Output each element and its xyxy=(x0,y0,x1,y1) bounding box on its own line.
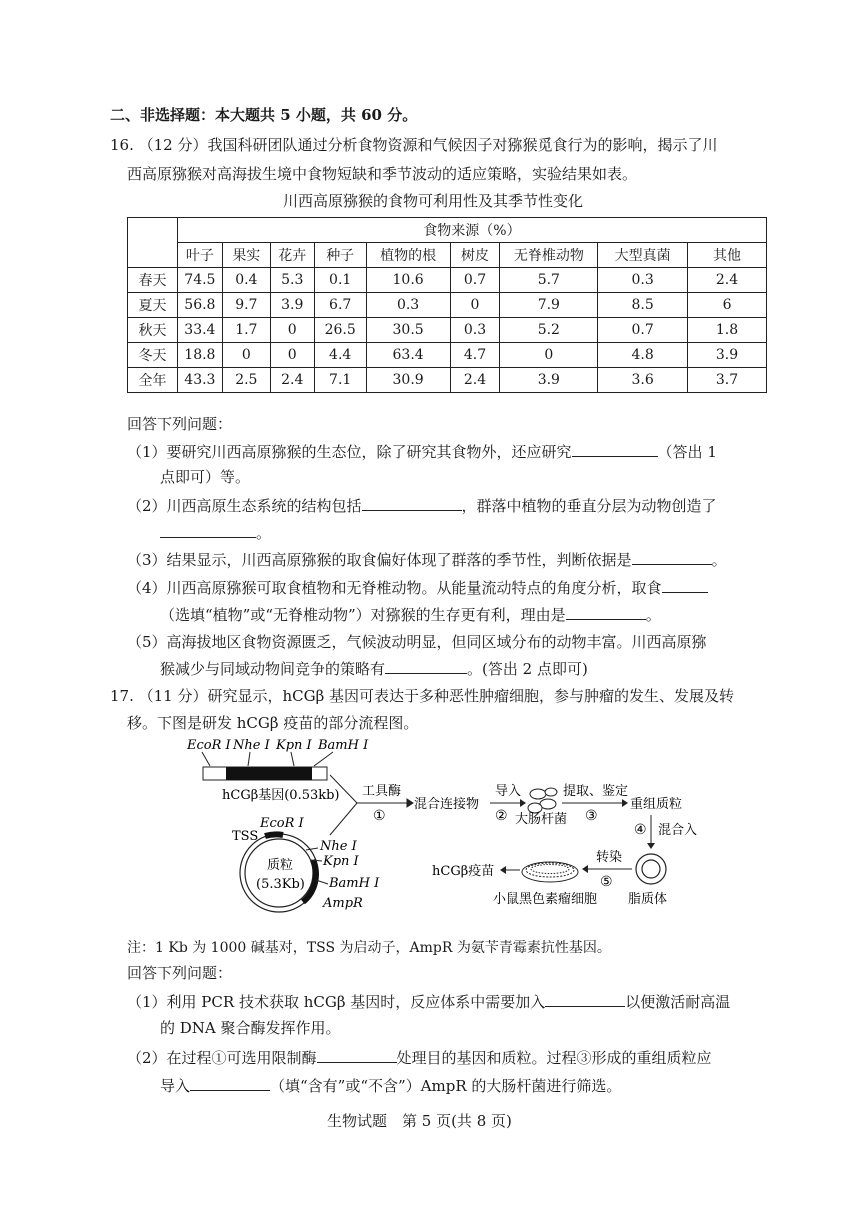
table-cell: 0 xyxy=(270,343,314,368)
liposome-label: 脂质体 xyxy=(628,892,668,907)
table-cell: 0 xyxy=(500,343,598,368)
table-cell: 8.5 xyxy=(598,293,688,318)
answer-blank[interactable] xyxy=(545,990,625,1007)
step5-label: ⑤ xyxy=(600,874,613,890)
step4-label: ④ xyxy=(634,822,647,838)
row-label: 全年 xyxy=(128,368,178,393)
q16-part5-text: 猴减少与同域动物间竞争的策略有 xyxy=(160,660,386,678)
q16-part2-text-end: 。 xyxy=(256,524,272,542)
table-cell: 2.5 xyxy=(222,368,270,393)
answer-blank[interactable] xyxy=(190,1074,270,1091)
column-header: 种子 xyxy=(314,243,366,268)
kpni-label: Kpn Ⅰ xyxy=(276,738,312,753)
ecoli-icon xyxy=(528,788,557,813)
nhei-label: Nhe Ⅰ xyxy=(233,738,270,753)
q17-part1-text: （1）利用 PCR 技术获取 hCGβ 基因时，反应体系中需要加入 xyxy=(127,993,546,1011)
row-label: 秋天 xyxy=(128,318,178,343)
table-cell: 33.4 xyxy=(177,318,222,343)
step2-label: ② xyxy=(495,808,508,824)
plasmid-size-label: (5.3Kb) xyxy=(256,877,305,892)
column-header: 树皮 xyxy=(450,243,500,268)
q16-intro-line1: 16. （12 分）我国科研团队通过分析食物资源和气候因子对猕猴觅食行为的影响，揭示了川 xyxy=(110,136,718,154)
step3-label: ③ xyxy=(585,808,598,824)
extract-label: 提取、鉴定 xyxy=(563,784,629,799)
q17-part1-line1 xyxy=(127,990,730,1013)
table-cell: 74.5 xyxy=(177,268,222,293)
recombinant-label: 重组质粒 xyxy=(630,797,683,812)
cut-site-arrows xyxy=(202,752,333,766)
gene-label: hCGβ基因(0.53kb) xyxy=(222,788,340,803)
table-cell: 0 xyxy=(450,293,500,318)
column-header: 果实 xyxy=(222,243,270,268)
bamhi-label: BamH Ⅰ xyxy=(318,738,369,753)
q17-intro-line1: 17. （11 分）研究显示，hCGβ 基因可表达于多种恶性肿瘤细胞，参与肿瘤的发生、发展及转 xyxy=(110,687,735,705)
row-label: 夏天 xyxy=(128,293,178,318)
column-header: 叶子 xyxy=(177,243,222,268)
q16-intro-line2: 西高原猕猴对高海拔生境中食物短缺和季节波动的适应策略，实验结果如表。 xyxy=(127,165,638,183)
table-cell: 3.9 xyxy=(688,343,767,368)
table-cell: 0.3 xyxy=(598,268,688,293)
table-cell: 56.8 xyxy=(177,293,222,318)
tool-enzyme-label: 工具酶 xyxy=(362,784,402,799)
q17-part2-text-end: （填“含有”或“不含”）AmpR 的大肠杆菌进行筛选。 xyxy=(270,1077,622,1095)
mixture-label: 混合连接物 xyxy=(414,797,480,812)
q17-part2-line2 xyxy=(160,1074,621,1097)
column-header: 花卉 xyxy=(270,243,314,268)
table-cell: 0 xyxy=(270,318,314,343)
table-cell: 7.9 xyxy=(500,293,598,318)
q16-answer-prompt: 回答下列问题： xyxy=(127,415,233,433)
plasmid-ampr-label: AmpR xyxy=(323,896,363,911)
table-cell: 5.2 xyxy=(500,318,598,343)
plasmid-nhei-label: Nhe Ⅰ xyxy=(320,839,357,854)
q16-part2-text-mid: ，群落中植物的垂直分层为动物创造了 xyxy=(461,497,717,515)
table-cell: 0.1 xyxy=(314,268,366,293)
table-cell: 4.4 xyxy=(314,343,366,368)
table-cell: 63.4 xyxy=(366,343,450,368)
column-header: 大型真菌 xyxy=(598,243,688,268)
table-cell: 0 xyxy=(222,343,270,368)
table-cell: 0.4 xyxy=(222,268,270,293)
q17-intro-line2: 移。下图是研发 hCGβ 疫苗的部分流程图。 xyxy=(127,714,419,732)
q17-part2-text: （2）在过程①可选用限制酶 xyxy=(127,1049,317,1067)
table-cell: 30.9 xyxy=(366,368,450,393)
q16-part5-line1: （5）高海拔地区食物资源匮乏，气候波动明显，但同区域分布的动物丰富。川西高原猕 xyxy=(127,633,707,651)
table-group-header: 食物来源（%） xyxy=(177,218,766,243)
petri-dish-icon xyxy=(522,862,578,882)
q16-part4-text: （4）川西高原猕猴可取食植物和无脊椎动物。从能量流动特点的角度分析，取食 xyxy=(127,579,662,597)
q16-part1-text-tail: （答出 1 xyxy=(657,443,717,461)
q16-part4-text-mid: （选填“植物”或“无脊椎动物”）对猕猴的生存更有利，理由是 xyxy=(160,606,566,624)
table-cell: 10.6 xyxy=(366,268,450,293)
table-cell: 5.7 xyxy=(500,268,598,293)
q16-part3-text-end: 。 xyxy=(711,551,727,569)
mix-arrowhead xyxy=(647,843,655,849)
table-cell: 4.8 xyxy=(598,343,688,368)
mix-into-label: 混合入 xyxy=(658,823,698,838)
table-cell: 2.4 xyxy=(270,368,314,393)
q16-part3-text: （3）结果显示，川西高原猕猴的取食偏好体现了群落的季节性，判断依据是 xyxy=(127,551,632,569)
step1-label: ① xyxy=(373,808,386,824)
table-cell: 26.5 xyxy=(314,318,366,343)
plasmid-label: 质粒 xyxy=(267,858,294,873)
gene-core xyxy=(226,767,312,780)
q17-part1-line2: 的 DNA 聚合酶发挥作用。 xyxy=(160,1019,341,1037)
table-cell: 0.7 xyxy=(598,318,688,343)
table-cell: 9.7 xyxy=(222,293,270,318)
vaccine-label: hCGβ疫苗 xyxy=(432,864,495,879)
transfect-arrowhead xyxy=(582,865,588,873)
table-cell: 6 xyxy=(688,293,767,318)
table-cell: 2.4 xyxy=(688,268,767,293)
table-cell: 0.3 xyxy=(450,318,500,343)
table-cell: 7.1 xyxy=(314,368,366,393)
plasmid-ecori-label: EcoR Ⅰ xyxy=(260,816,304,831)
q17-part2-text-mid: 处理目的基因和质粒。过程③形成的重组质粒应 xyxy=(396,1049,712,1067)
q17-part1-text-tail: 以便激活耐高温 xyxy=(625,993,731,1011)
section-heading: 二、非选择题：本大题共 5 小题，共 60 分。 xyxy=(110,106,418,124)
column-header: 植物的根 xyxy=(366,243,450,268)
table-cell: 3.7 xyxy=(688,368,767,393)
table-cell: 3.9 xyxy=(500,368,598,393)
table-cell: 4.7 xyxy=(450,343,500,368)
tss-segment xyxy=(265,834,283,836)
table-cell: 6.7 xyxy=(314,293,366,318)
q17-part2-text-lead: 导入 xyxy=(160,1077,191,1095)
plasmid-kpni-label: Kpn Ⅰ xyxy=(323,854,359,869)
page-footer: 生物试题 第 5 页(共 8 页) xyxy=(327,1112,512,1130)
table-cell: 5.3 xyxy=(270,268,314,293)
q16-part4-text-end: 。 xyxy=(645,606,661,624)
q17-part2-line1 xyxy=(127,1046,712,1069)
table-cell: 30.5 xyxy=(366,318,450,343)
table-cell: 0.7 xyxy=(450,268,500,293)
transfect-label: 转染 xyxy=(596,850,623,865)
table-cell: 1.8 xyxy=(688,318,767,343)
q17-answer-prompt: 回答下列问题： xyxy=(127,964,233,982)
row-label: 冬天 xyxy=(128,343,178,368)
table-cell: 2.4 xyxy=(450,368,500,393)
column-header: 无脊椎动物 xyxy=(500,243,598,268)
table-cell: 3.9 xyxy=(270,293,314,318)
q16-part5-text-end: 。(答出 2 点即可) xyxy=(467,660,588,678)
q17-note: 注：1 Kb 为 1000 碱基对，TSS 为启动子，AmpR 为氨苄青霉素抗性基因。 xyxy=(127,940,611,956)
ecori-label: EcoR Ⅰ xyxy=(187,738,231,753)
table-cell: 18.8 xyxy=(177,343,222,368)
answer-blank[interactable] xyxy=(317,1046,397,1063)
q16-part1-text: （1）要研究川西高原猕猴的生态位，除了研究其食物外，还应研究 xyxy=(127,443,572,461)
import-label: 导入 xyxy=(495,784,522,799)
extract-arrowhead xyxy=(622,799,628,807)
tss-label: TSS xyxy=(232,829,259,844)
plasmid-bamhi-label: BamH Ⅰ xyxy=(329,876,380,891)
column-header: 其他 xyxy=(688,243,767,268)
table-cell: 1.7 xyxy=(222,318,270,343)
table-cell: 3.6 xyxy=(598,368,688,393)
liposome-inner xyxy=(642,860,660,878)
table-title: 川西高原猕猴的食物可利用性及其季节性变化 xyxy=(283,192,584,210)
vaccine-arrowhead xyxy=(500,866,506,874)
table-cell: 43.3 xyxy=(177,368,222,393)
ecoli-label: 大肠杆菌 xyxy=(515,812,568,827)
plasmid-inner-ring xyxy=(245,839,313,907)
q16-part1-line2: 点即可）等。 xyxy=(160,468,251,486)
table-cell: 0.3 xyxy=(366,293,450,318)
row-label: 春天 xyxy=(128,268,178,293)
import-arrowhead xyxy=(520,799,526,807)
q16-part2-text: （2）川西高原生态系统的结构包括 xyxy=(127,497,362,515)
melanoma-label: 小鼠黑色素瘤细胞 xyxy=(493,892,598,907)
